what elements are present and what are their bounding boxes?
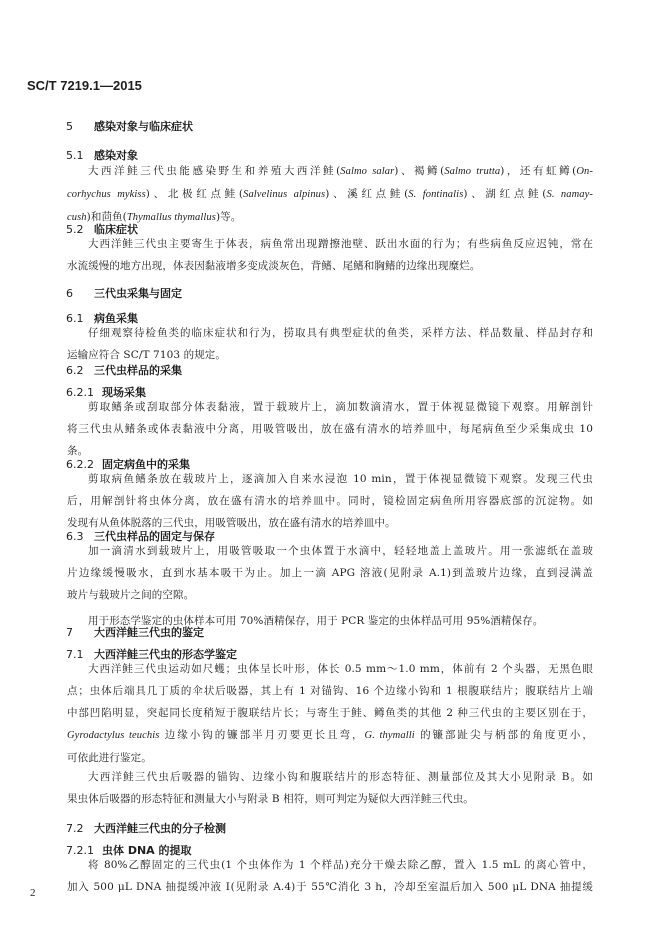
section-number: 7.2.1 — [66, 844, 94, 857]
section-title: 固定病鱼中的采集 — [102, 458, 190, 471]
paragraph-6-3-a — [67, 540, 593, 606]
section-title: 三代虫采集与固定 — [94, 287, 182, 300]
text-line: 剪取病鱼鳍条放在载玻片上，逐滴加入自来水浸泡 10 min，置于体视显微镜下观察。发现三代虫 — [88, 473, 593, 485]
text-line: 将 80%乙醇固定的三代虫(1 个虫体作为 1 个样品)充分干燥去除乙醇，置入 1.5 mL 的离心管中， — [88, 859, 593, 871]
section-number: 6.2 — [66, 364, 84, 377]
section-title: 病鱼采集 — [94, 312, 138, 325]
text-line: Gyrodactylus teuchis 边缘小钩的镰部半月刃要更长且弯，G. thymalli 的镰部趾尖与柄部的角度更小， — [67, 729, 593, 741]
text-line: 片边缘缓慢吸水，直到水基本吸干为止。加上一滴 APG 溶液(见附录 A.1)到盖玻片边缘，直到浸满盖 — [67, 567, 593, 579]
text-line: corhychus mykiss)、北极红点鲑(Salvelinus alpinus)、溪红点鲑(S. fontinalis)、湖红点鲑(S. namay- — [67, 188, 593, 200]
text-line: 将三代虫从鳍条或体表黏液中分离，用吸管吸出，放在盛有清水的培养皿中，每尾病鱼至少采集成虫 10 — [67, 423, 593, 435]
section-title: 现场采集 — [102, 386, 146, 399]
section-6-2-heading — [66, 362, 182, 378]
section-6-heading — [66, 285, 182, 301]
text-line: 用于形态学鉴定的虫体样本可用 70%酒精保存，用于 PCR 鉴定的虫体样品可用 95%酒精保存。 — [88, 615, 544, 627]
standard-code: SC/T 7219.1—2015 — [27, 78, 142, 93]
text-line: cush)和茴鱼(Thymallus thymallus)等。 — [67, 211, 242, 223]
text-line: 果虫体后吸器的形态特征和测量大小与附录 B 相符，则可判定为疑似大西洋鲑三代虫。 — [67, 793, 474, 805]
text-line: 发现有从鱼体脱落的三代虫，用吸管吸出，放在盛有清水的培养皿中。 — [67, 517, 396, 529]
paragraph-5-2 — [67, 233, 593, 277]
section-title: 大西洋鲑三代虫的形态学鉴定 — [94, 648, 237, 661]
text-line: 大西洋鲑三代虫后吸器的锚钩、边缘小钩和腹联结片的形态特征、测量部位及其大小见附录 B。如 — [88, 771, 593, 783]
section-title: 感染对象与临床症状 — [94, 120, 193, 133]
page-number: 2 — [30, 887, 36, 899]
text-line: 水流缓慢的地方出现，体表因黏液增多变成淡灰色，背鳍、尾鳍和胸鳍的边缘出现糜烂。 — [67, 260, 481, 272]
text-line: 点；虫体后端具几丁质的伞状后吸器，其上有 1 对锚钩、16 个边缘小钩和 1 根腹联结片；腹联结片上端 — [67, 685, 593, 697]
section-number: 7.1 — [66, 648, 84, 661]
section-7-2-heading — [66, 820, 226, 836]
text-line: 可依此进行鉴定。 — [67, 752, 152, 764]
section-title: 三代虫样品的采集 — [94, 364, 182, 377]
paragraph-6-1 — [67, 322, 593, 366]
paragraph-5-1 — [67, 160, 593, 229]
section-title: 大西洋鲑三代虫的鉴定 — [94, 626, 204, 639]
section-number: 7.2 — [66, 822, 84, 835]
text-line: 中部凹陷明显，突起同长度稍短于腹联结片长；与寄生于鲑、鳟鱼类的其他 2 种三代虫的主要区别在于， — [67, 707, 593, 719]
section-title: 感染对象 — [94, 149, 138, 162]
section-5-heading — [66, 118, 193, 134]
section-number: 6.2.1 — [66, 386, 94, 399]
text-line: 后，用解剖针将虫体分离，放在盛有清水的培养皿中。同时，镜检固定病鱼所用容器底部的沉淀物。如 — [67, 495, 593, 507]
section-number: 6.2.2 — [66, 458, 94, 471]
section-7-heading — [66, 624, 204, 640]
section-number: 6 — [66, 287, 73, 300]
section-number: 5.1 — [66, 149, 84, 162]
text-line: 条。 — [67, 445, 89, 457]
section-title: 三代虫样品的固定与保存 — [94, 530, 215, 543]
section-title: 大西洋鲑三代虫的分子检测 — [94, 822, 226, 835]
section-number: 7 — [66, 626, 73, 639]
text-line: 玻片与载玻片之间的空隙。 — [67, 589, 195, 601]
text-line: 大西洋鲑三代虫能感染野生和养殖大西洋鲑(Salmo salar)、褐鳟(Salmo trutta)，还有虹鳟(On- — [88, 165, 593, 177]
section-number: 5 — [66, 120, 73, 133]
text-line: 加入 500 μL DNA 抽提缓冲液 Ⅰ(见附录 A.4)于 55℃消化 3 h，冷却至室温后加入 500 μL DNA 抽提缓 — [67, 881, 593, 893]
paragraph-7-1-b — [67, 766, 593, 810]
text-line: 仔细观察待检鱼类的临床症状和行为，捞取具有典型症状的鱼类，采样方法、样品数量、样品封存和 — [88, 327, 593, 339]
paragraph-7-2-1 — [67, 854, 593, 898]
section-number: 5.2 — [66, 223, 84, 236]
section-title: 临床症状 — [94, 223, 138, 236]
paragraph-6-2-1 — [67, 396, 593, 462]
section-number: 6.1 — [66, 312, 84, 325]
paragraph-6-2-2 — [67, 468, 593, 534]
text-line: 加一滴清水到载玻片上，用吸管吸取一个虫体置于水滴中，轻轻地盖上盖玻片。用一张滤纸在盖玻 — [88, 545, 593, 557]
section-title: 虫体 DNA 的提取 — [102, 844, 192, 857]
text-line: 大西洋鲑三代虫主要寄生于体表，病鱼常出现蹭擦池壁、跃出水面的行为；有些病鱼反应迟钝，常在 — [88, 238, 593, 250]
section-number: 6.3 — [66, 530, 84, 543]
text-line: 剪取鳍条或刮取部分体表黏液，置于载玻片上，滴加数滴清水，置于体视显微镜下观察。用解剖针 — [88, 401, 593, 413]
text-line: 大西洋鲑三代虫运动如尺蠖；虫体呈长叶形，体长 0.5 mm～1.0 mm，体前有 2 个头器，无黑色眼 — [88, 663, 593, 675]
text-line: 运输应符合 SC/T 7103 的规定。 — [67, 349, 227, 361]
paragraph-7-1-a — [67, 658, 593, 769]
